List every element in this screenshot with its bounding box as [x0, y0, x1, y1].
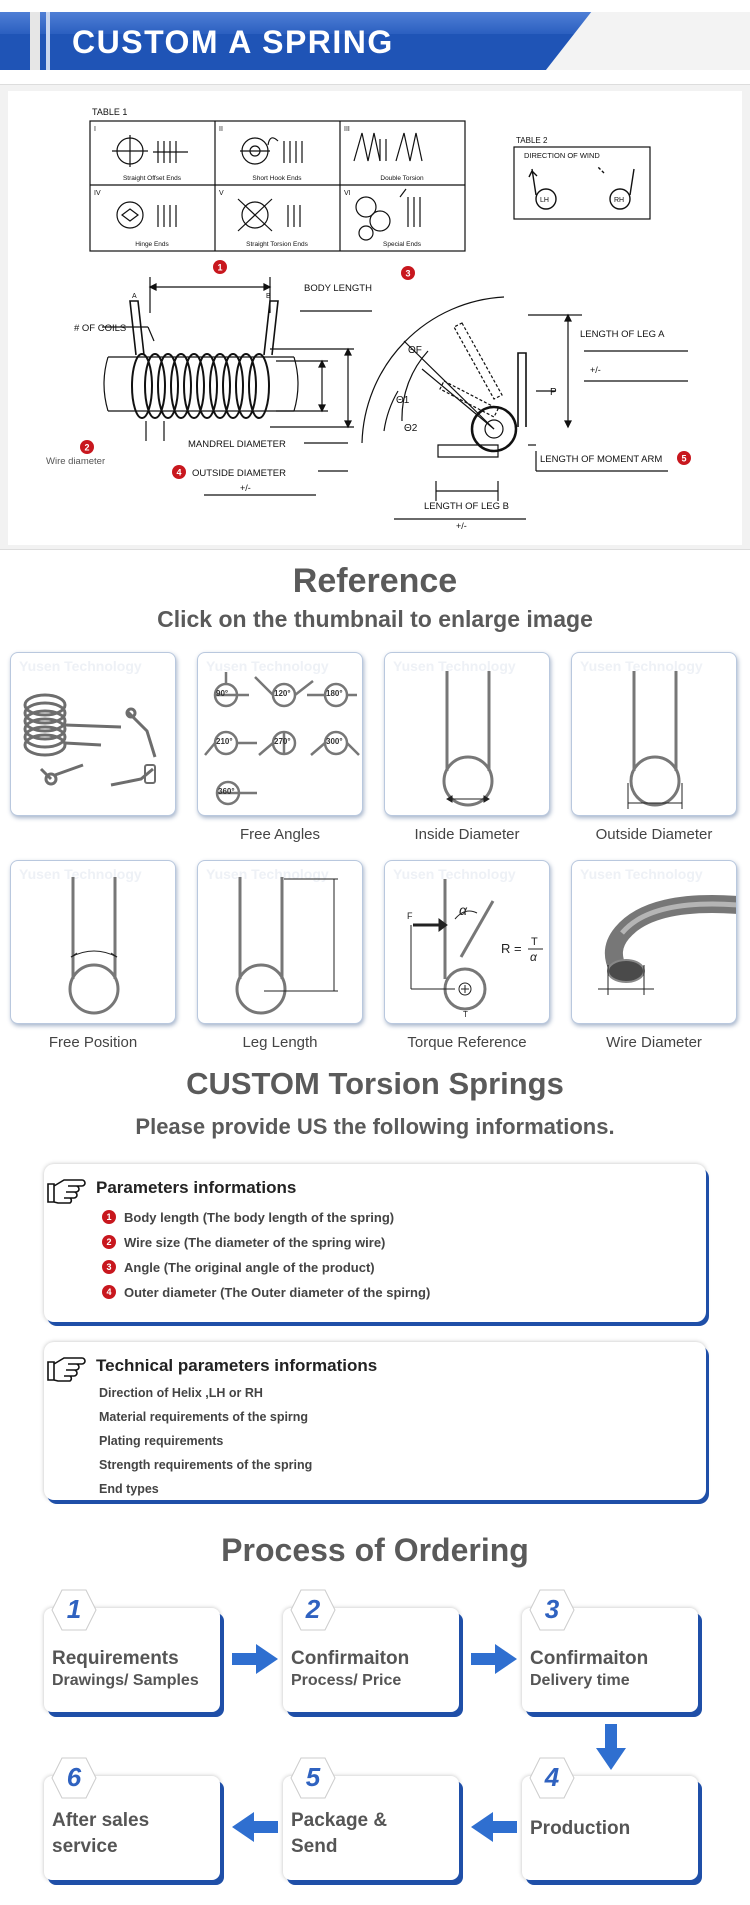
table1-caption-4: Hinge Ends — [135, 241, 169, 248]
theta-1-label: Θ1 — [396, 395, 410, 406]
watermark: Yusen Technology — [19, 866, 142, 882]
angle-label-90: 90° — [216, 689, 229, 698]
step-number: 3 — [544, 1594, 560, 1624]
springs-photo — [11, 653, 176, 816]
caption-free-position: Free Position — [48, 1034, 138, 1051]
mandrel-diameter-label: MANDREL DIAMETER — [188, 439, 286, 450]
arrow-right-icon — [471, 1644, 517, 1674]
step-title: Confirmaiton — [530, 1648, 649, 1669]
process-step-2 — [283, 1594, 459, 1712]
arrow-left-icon — [471, 1812, 517, 1842]
table1-num-3: III — [344, 126, 350, 133]
watermark: Yusen Technology — [580, 658, 703, 674]
table1-caption-3: Double Torsion — [380, 175, 424, 182]
p-label: P — [550, 387, 557, 398]
custom-subtitle: Please provide US the following informations. — [135, 1114, 615, 1139]
angle-label-180: 180° — [326, 689, 343, 698]
watermark: Yusen Technology — [206, 866, 329, 882]
length-leg-a-label: LENGTH OF LEG A — [580, 329, 665, 340]
process-step-1 — [44, 1594, 220, 1712]
caption-torque-reference: Torque Reference — [407, 1034, 527, 1051]
formula-r: R = — [501, 941, 522, 956]
step-subtitle: Drawings/ Samples — [52, 1672, 199, 1689]
table1-end-icons — [112, 133, 422, 240]
technical-title: Technical parameters informations — [96, 1356, 378, 1375]
table1-caption-5: Straight Torsion Ends — [246, 241, 308, 248]
spring-drawing — [8, 91, 742, 545]
leg-b-letter: B — [266, 293, 271, 300]
marker-4 — [172, 465, 186, 479]
wire-diameter-label: Wire diameter — [46, 456, 106, 467]
free-position-diagram — [11, 861, 176, 1024]
technical-parameters-box — [44, 1342, 706, 1500]
angle-label-360: 360° — [218, 787, 235, 796]
table1-label: TABLE 1 — [92, 107, 128, 117]
thumbnail-springs[interactable] — [10, 652, 176, 816]
outside-diameter-tol: +/- — [240, 483, 251, 493]
theta-2-label: Θ2 — [404, 423, 418, 434]
thumbnail-wire-diameter[interactable] — [571, 860, 737, 1024]
table2-label: TABLE 2 — [516, 136, 548, 145]
table1-num-2: II — [219, 126, 223, 133]
marker-5 — [677, 451, 691, 465]
step-subtitle: Process/ Price — [291, 1672, 402, 1689]
angle-label-300: 300° — [326, 737, 343, 746]
watermark: Yusen Technology — [19, 658, 142, 674]
table2-rh: RH — [614, 197, 625, 204]
spring-side-view — [102, 277, 372, 495]
banner-title: CUSTOM A SPRING — [72, 24, 394, 60]
thumbnail-free-angles[interactable] — [197, 652, 363, 816]
table1-num-1: I — [94, 126, 96, 133]
step-number: 6 — [66, 1762, 82, 1792]
pointing-hand-icon — [44, 1172, 88, 1208]
custom-title: CUSTOM Torsion Springs — [186, 1066, 564, 1101]
step-subtitle: service — [52, 1836, 118, 1857]
marker-1 — [213, 260, 227, 274]
outside-diameter-label: OUTSIDE DIAMETER — [192, 468, 286, 479]
item-number-badge: 1 — [102, 1210, 116, 1224]
marker-2 — [80, 440, 94, 454]
table2-caption: DIRECTION OF WIND — [524, 151, 600, 160]
torque-f-label: F — [407, 911, 413, 921]
formula-alpha: α — [530, 950, 537, 964]
parameter-item: 1 Body length (The body length of the spring) — [124, 1210, 394, 1225]
step-number: 2 — [305, 1594, 321, 1624]
item-number-badge: 3 — [102, 1260, 116, 1274]
marker-3 — [401, 266, 415, 280]
process-step-4 — [522, 1762, 698, 1880]
step-title: Requirements — [52, 1648, 179, 1669]
watermark: Yusen Technology — [206, 658, 329, 674]
parameters-box — [44, 1164, 706, 1322]
pointing-hand-icon — [44, 1350, 88, 1386]
process-step-6 — [44, 1762, 220, 1880]
length-leg-a-tol: +/- — [590, 365, 601, 375]
caption-free-angles: Free Angles — [239, 826, 321, 843]
arrow-right-icon — [232, 1644, 278, 1674]
parameter-item: 4 Outer diameter (The Outer diameter of the spirng) — [124, 1285, 430, 1300]
table1-num-4: IV — [94, 190, 101, 197]
banner — [0, 12, 750, 70]
leg-length-diagram — [198, 861, 363, 1024]
caption-outside-diameter: Outside Diameter — [595, 826, 713, 843]
table1-caption-6: Special Ends — [383, 241, 421, 248]
angle-label-210: 210° — [216, 737, 233, 746]
step-title: After sales — [52, 1810, 150, 1831]
banner-stripe-thin — [46, 12, 50, 70]
step-subtitle: Delivery time — [530, 1672, 630, 1689]
technical-item: Plating requirements — [99, 1434, 224, 1448]
watermark: Yusen Technology — [393, 658, 516, 674]
item-number-badge: 2 — [102, 1235, 116, 1249]
process-step-3 — [522, 1594, 698, 1712]
length-moment-arm-label: LENGTH OF MOMENT ARM — [540, 454, 663, 465]
torque-alpha-label: α — [459, 902, 467, 918]
length-leg-b-label: LENGTH OF LEG B — [424, 501, 509, 512]
step-number: 5 — [305, 1762, 321, 1792]
caption-leg-length: Leg Length — [242, 1034, 318, 1051]
leg-a-letter: A — [132, 293, 137, 300]
thumbnail-torque-reference[interactable] — [384, 860, 550, 1024]
angle-label-120: 120° — [274, 689, 291, 698]
table2-lh: LH — [540, 197, 549, 204]
table1-caption-1: Straight Offset Ends — [122, 175, 182, 182]
torque-t-label: T — [463, 1010, 468, 1019]
parameters-title: Parameters informations — [96, 1178, 297, 1197]
technical-item: Strength requirements of the spring — [99, 1458, 313, 1472]
length-leg-b-tol: +/- — [456, 521, 467, 531]
svg-text:2: 2 — [84, 442, 90, 453]
table1-num-6: VI — [344, 190, 351, 197]
svg-text:3: 3 — [405, 268, 411, 279]
table1-caption-2: Short Hook Ends — [252, 175, 302, 182]
num-coils-label: # OF COILS — [74, 323, 127, 334]
reference-subtitle: Click on the thumbnail to enlarge image — [157, 606, 593, 632]
arrow-left-icon — [232, 1812, 278, 1842]
item-number-badge: 4 — [102, 1285, 116, 1299]
step-title: Production — [530, 1818, 631, 1839]
watermark: Yusen Technology — [393, 866, 516, 882]
svg-text:5: 5 — [681, 453, 687, 464]
banner-stripe — [30, 12, 40, 70]
outside-diameter-diagram — [572, 653, 737, 816]
reference-title: Reference — [292, 562, 458, 600]
process-step-5 — [283, 1762, 459, 1880]
spring-drawing-svg — [8, 91, 742, 545]
spring-drawing-panel[interactable] — [0, 84, 750, 550]
step-title: Package & — [291, 1810, 388, 1831]
body-length-label: BODY LENGTH — [304, 283, 372, 294]
technical-item: End types — [99, 1482, 159, 1496]
parameter-item: 2 Wire size (The diameter of the spring wire) — [124, 1235, 385, 1250]
theta-f-label: ΘF — [408, 345, 422, 356]
step-number: 4 — [544, 1762, 560, 1792]
thumbnail-outside-diameter[interactable] — [571, 652, 737, 816]
thumbnail-free-position[interactable] — [10, 860, 176, 1024]
watermark: Yusen Technology — [580, 866, 703, 882]
svg-text:4: 4 — [176, 467, 182, 478]
svg-text:1: 1 — [217, 262, 223, 273]
formula-t: T — [531, 936, 538, 948]
thumbnail-leg-length[interactable] — [197, 860, 363, 1024]
wire-diameter-photo — [572, 861, 737, 1024]
parameter-item: 3 Angle (The original angle of the product) — [124, 1260, 375, 1275]
caption-wire-diameter: Wire Diameter — [606, 1034, 702, 1051]
caption-inside-diameter: Inside Diameter — [414, 826, 520, 843]
step-title: Confirmaiton — [291, 1648, 410, 1669]
angle-label-270: 270° — [274, 737, 291, 746]
arrow-down-icon — [596, 1724, 626, 1770]
step-number: 1 — [66, 1594, 82, 1624]
thumbnail-inside-diameter[interactable] — [384, 652, 550, 816]
inside-diameter-diagram — [385, 653, 550, 816]
technical-item: Material requirements of the spirng — [99, 1410, 309, 1424]
torque-reference-diagram — [385, 861, 550, 1024]
table1-num-5: V — [219, 190, 224, 197]
process-title: Process of Ordering — [221, 1532, 529, 1568]
technical-item: Direction of Helix ,LH or RH — [99, 1386, 263, 1400]
step-subtitle: Send — [291, 1836, 338, 1857]
